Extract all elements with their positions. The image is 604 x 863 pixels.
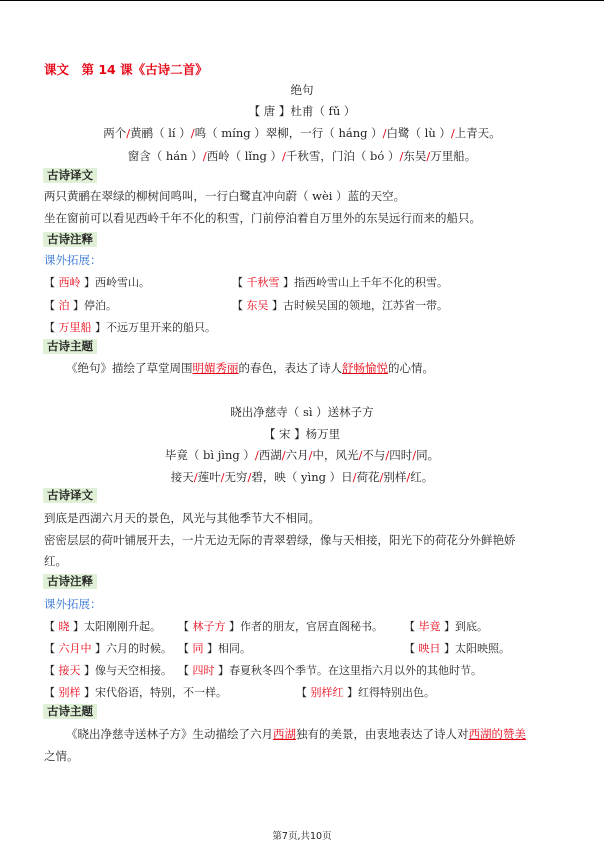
poem2-theme-line2: 之情。 [44,749,79,763]
poem1-theme-heading: 古诗主题 [43,339,97,354]
poem2-note: 【 四时 】春夏秋冬四个季节。在这里指六月以外的其他时节。 [178,664,482,677]
poem1-line2: 窗含（ hán ）/西岭（ lǐng ）/千秋雪，门泊（ bó ）/东吴/万里船。 [127,149,477,163]
poem2-title: 晓出净慈寺（ sì ）送林子方 [230,405,374,419]
poem2-translation-line: 到底是西湖六月天的景色，风光与其他季节大不相同。 [44,511,320,525]
poem1-theme: 《绝句》描绘了草堂周围明媚秀丽的春色，表达了诗人舒畅愉悦的心情。 [66,361,434,375]
poem1-title: 绝句 [290,83,314,97]
poem2-extension-label: 课外拓展： [44,597,102,611]
poem1-note: 【 万里船 】不远万里开来的船只。 [44,321,216,334]
poem1-note: 【 千秋雪 】指西岭雪山上千年不化的积雪。 [232,276,448,289]
poem1-author: 【 唐 】杜甫（ fǔ ） [248,104,356,118]
poem2-note: 【 晓 】太阳刚刚升起。 [44,620,161,633]
poem2-translation-line: 密密层层的荷叶铺展开去，一片无边无际的青翠碧绿，像与天相接，阳光下的荷花分外鲜艳娇 [44,533,516,547]
poem2-note: 【 同 】相同。 [178,642,251,655]
poem2-theme: 《晓出净慈寺送林子方》生动描绘了六月西湖独有的美景，由衷地表达了诗人对西湖的赞美 [66,727,526,741]
poem2-note: 【 六月中 】六月的时候。 [44,642,172,655]
lesson-title: 课文 第 14 课《古诗二首》 [44,62,208,77]
poem2-author: 【 宋 】杨万里 [263,427,341,441]
page-number: 第7页,共10页 [272,831,332,842]
poem2-note: 【 毕竟 】到底。 [404,620,488,633]
poem2-notes-heading: 古诗注释 [43,574,97,589]
poem2-line1: 毕竟（ bì jìng ）/西湖/六月/中，风光/不与/四时/同。 [164,448,440,462]
poem2-note: 【 别样红 】红得特别出色。 [296,686,435,699]
poem2-translation-line: 红。 [44,554,67,568]
poem2-line2: 接天/莲叶/无穷/碧，映（ yìng ）日/荷花/别样/红。 [170,470,434,484]
top-rule [0,0,604,1]
poem1-translation-line: 两只黄鹂在翠绿的柳树间鸣叫，一行白鹭直冲向蔚（ wèi ）蓝的天空。 [44,189,406,203]
poem2-note: 【 映日 】太阳映照。 [404,642,510,655]
poem2-note: 【 接天 】像与天空相接。 [44,664,172,677]
poem1-notes-heading: 古诗注释 [43,232,97,247]
poem2-translation-heading: 古诗译文 [43,488,97,503]
poem1-extension-label: 课外拓展： [44,253,102,267]
poem1-translation-line: 坐在窗前可以看见西岭千年不化的积雪，门前停泊着自万里外的东吴远行而来的船只。 [44,211,481,225]
poem2-theme-heading: 古诗主题 [43,704,97,719]
poem2-note: 【 别样 】宋代俗语，特别，不一样。 [44,686,227,699]
poem1-note: 【 东吴 】古时候吴国的领地，江苏省一带。 [232,299,448,312]
poem1-note: 【 西岭 】西岭雪山。 [44,276,150,289]
poem1-line1: 两个/黄鹂（ lí ）/鸣（ míng ）翠柳，一行（ háng ）/白鹭（ lù ）/上青天。 [103,126,501,140]
poem1-translation-heading: 古诗译文 [43,168,97,183]
poem1-note: 【 泊 】停泊。 [44,299,117,312]
poem2-note: 【 林子方 】作者的朋友，官居直阁秘书。 [178,620,383,633]
